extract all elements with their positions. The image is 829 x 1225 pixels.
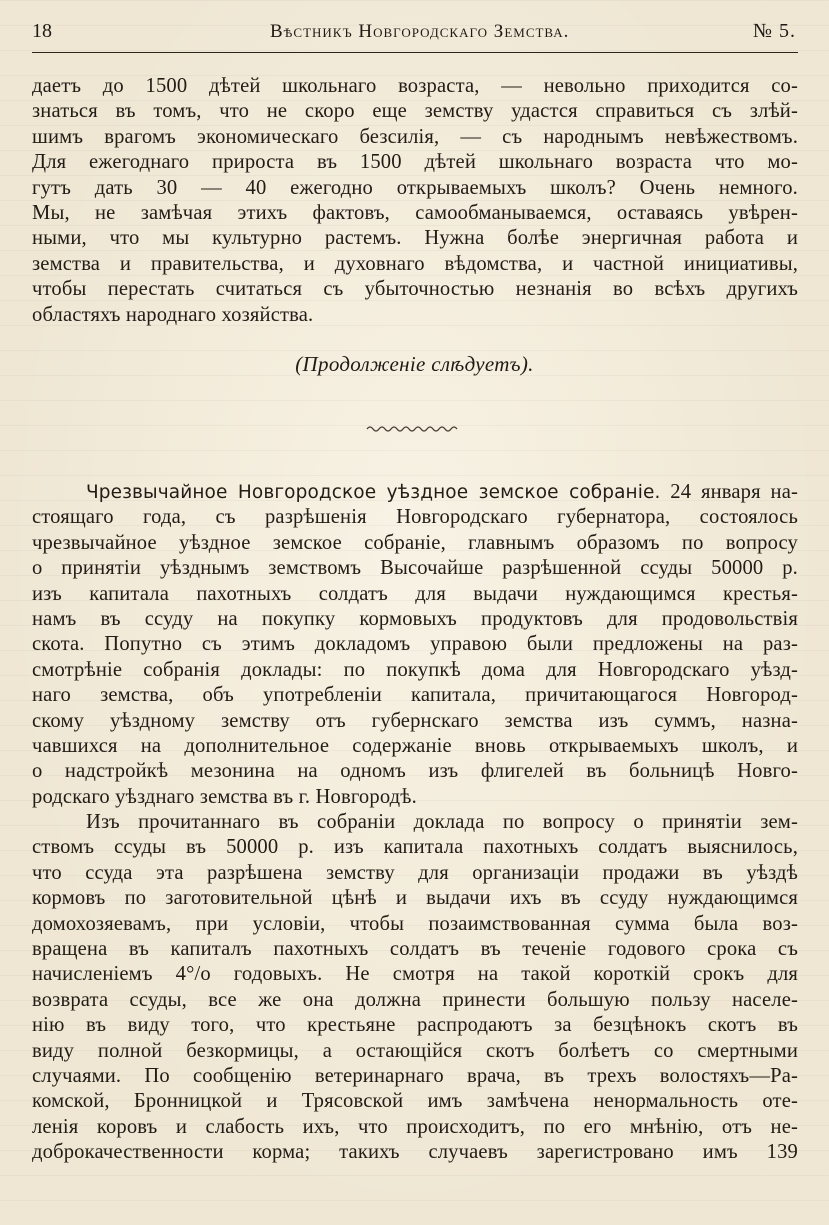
article-line: знаться въ томъ, что не скоро еще земству удастся справиться съ злѣй- — [32, 100, 798, 123]
news-line: начисленіемъ 4°/о годовыхъ. Не смотря на такой короткій срокъ для — [32, 963, 798, 986]
to-be-continued-note: (Продолженіе слѣдуетъ). — [295, 352, 534, 376]
news-line: кормовъ по заготовительной цѣнѣ и выдачи ихъ въ ссуду нуждающимся — [32, 887, 798, 910]
news-line: чрезвычайное уѣздное земское собраніе, главнымъ образомъ по вопросу — [32, 531, 798, 554]
news-line: скому уѣздному земству отъ губернскаго земства изъ суммъ, назна- — [32, 709, 798, 732]
article-line: Для ежегоднаго прироста въ 1500 дѣтей школьнаго возраста что мо- — [32, 151, 798, 174]
news-line: о принятіи уѣзднымъ земствомъ Высочайше разрѣшенной ссуды 50000 р. — [32, 557, 798, 580]
news-line: виду полной безкормицы, а остающійся скотъ болѣетъ со смертными — [32, 1039, 798, 1062]
article-line: ными, что мы культурно растемъ. Нужна болѣе энергичная работа и — [32, 227, 798, 250]
article-line: областяхъ народнаго хозяйства. — [32, 303, 314, 326]
news-first-line — [32, 480, 798, 505]
news-line: что ссуда эта разрѣшена земству для организаціи продажи въ уѣздѣ — [32, 861, 798, 884]
news-line: смотрѣніе собранія доклады: по покупкѣ дома для Новгородскаго уѣзд- — [32, 658, 798, 681]
news-heading: Чрезвычайное Новгородское уѣздное земское собраніе. — [86, 482, 661, 503]
news-line: домохозяевамъ, при условіи, чтобы позаимствованная сумма была воз- — [32, 912, 798, 935]
news-line: изъ капитала пахотныхъ солдатъ для выдачи нуждающимся крестья- — [32, 582, 798, 605]
news-line: возврата ссуды, все же она должна принести большую пользу населе- — [32, 988, 798, 1011]
news-line: наго земства, объ употребленіи капитала, причитающагося Новгород- — [32, 684, 798, 707]
article-line: даетъ до 1500 дѣтей школьнаго возраста, — невольно приходится со- — [32, 75, 798, 97]
news-line: случаями. По сообщенію ветеринарнаго врача, въ трехъ волостяхъ—Ра- — [32, 1064, 798, 1087]
news-item — [32, 480, 798, 1166]
article-line: Мы, не замѣчая этихъ фактовъ, самообманываемся, оставаясь увѣрен- — [32, 201, 798, 224]
news-line: чавшихся на дополнительное содержаніе вновь открываемыхъ школъ, и — [32, 734, 798, 757]
news-line: ствомъ ссуды въ 50000 р. изъ капитала пахотныхъ солдатъ выяснилось, — [32, 836, 798, 859]
news-first-line-rest: 24 января на- — [670, 481, 798, 503]
journal-title: Вѣстникъ Новгородскаго Земства. — [270, 21, 570, 42]
news-line: Изъ прочитаннаго въ собраніи доклада по вопросу о принятіи зем- — [86, 811, 798, 834]
news-line: о надстройкѣ мезонина на одномъ изъ флигелей въ больницѣ Новго- — [32, 760, 798, 783]
news-line: вращена въ капиталъ пахотныхъ солдатъ въ теченіе годового срока съ — [32, 938, 798, 961]
news-line: доброкачественности корма; такихъ случаевъ зарегистровано имъ 139 — [32, 1141, 798, 1164]
running-head — [32, 20, 796, 48]
article-line: шимъ врагомъ экономическаго безсилія, — съ народнымъ невѣжествомъ. — [32, 125, 798, 148]
article-ending — [32, 74, 798, 328]
news-line: намъ въ ссуду на покупку кормовыхъ продуктовъ для продовольствія — [32, 607, 798, 630]
article-line: земства и правительства, и духовнаго вѣдомства, и частной инициативы, — [32, 252, 798, 275]
article-line: гутъ дать 30 — 40 ежегодно открываемыхъ школъ? Очень немного. — [32, 176, 798, 199]
news-line: ленія коровъ и слабость ихъ, что происходитъ, по его мнѣнію, отъ не- — [32, 1115, 798, 1138]
news-line: скота. Попутно съ этимъ докладомъ управою были предложены на раз- — [32, 633, 798, 656]
header-rule — [32, 52, 798, 53]
news-line: стоящаго года, съ разрѣшенія Новгородскаго губернатора, состоялось — [32, 506, 798, 529]
news-line: нію въ виду того, что крестьяне распродаютъ за безцѣнокъ скотъ въ — [32, 1014, 798, 1037]
article-line: чтобы перестать считаться съ убыточностью незнанія во всѣхъ другихъ — [32, 278, 798, 301]
page-number: 18 — [32, 20, 52, 42]
wavy-rule-ornament-icon — [366, 424, 458, 434]
issue-number: № 5. — [752, 20, 796, 42]
news-line: родскаго уѣзднаго земства въ г. Новгородѣ. — [32, 785, 417, 808]
news-line: комской, Бронницкой и Трясовской имъ замѣчена ненормальность оте- — [32, 1090, 798, 1113]
